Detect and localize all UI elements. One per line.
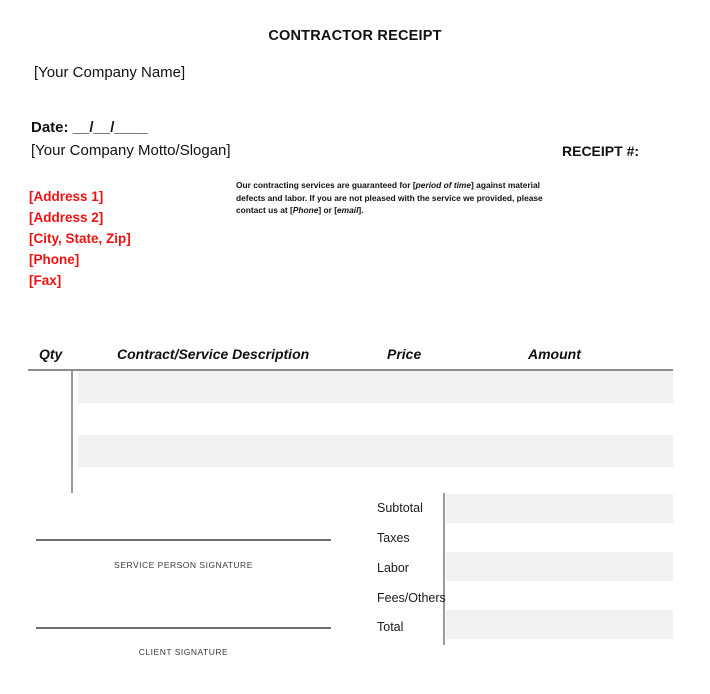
page-title: CONTRACTOR RECEIPT <box>268 28 442 44</box>
totals-label-total: Total <box>377 620 404 634</box>
guarantee-text-part-1: Our contracting services are guaranteed for <box>236 180 413 190</box>
guarantee-period-placeholder: period of time <box>415 180 472 190</box>
column-header-amount: Amount <box>528 346 581 362</box>
totals-value-fees-others[interactable] <box>446 581 673 610</box>
service-person-signature-caption: SERVICE PERSON SIGNATURE <box>114 560 253 570</box>
guarantee-text-part-3: or <box>321 205 335 216</box>
table-row[interactable] <box>78 371 673 403</box>
address-phone[interactable]: [Phone] <box>29 252 80 267</box>
guarantee-text-part-2: against material defects and labor. If you are not pleased with the service we provided, please contact us at <box>236 180 543 216</box>
totals-label-labor: Labor <box>377 561 409 575</box>
receipt-number-label[interactable]: RECEIPT #: <box>562 143 640 159</box>
totals-value-labor[interactable] <box>446 552 673 581</box>
table-row[interactable] <box>78 435 673 467</box>
column-header-qty: Qty <box>39 346 63 362</box>
table-row[interactable] <box>78 403 673 435</box>
totals-label-taxes: Taxes <box>377 531 410 545</box>
totals-label-subtotal: Subtotal <box>377 501 423 515</box>
address-fax[interactable]: [Fax] <box>29 273 62 288</box>
qty-column-divider <box>71 371 73 493</box>
company-name-field[interactable]: [Your Company Name] <box>34 64 186 81</box>
totals-value-subtotal[interactable] <box>446 494 673 523</box>
address-line-1[interactable]: [Address 1] <box>29 189 104 204</box>
column-header-price: Price <box>387 346 422 362</box>
totals-label-fees-others: Fees/Others <box>377 591 446 605</box>
address-line-2[interactable]: [Address 2] <box>29 210 104 225</box>
service-person-signature-line[interactable] <box>36 539 331 541</box>
address-city-state-zip[interactable]: [City, State, Zip] <box>29 231 131 246</box>
totals-value-total[interactable] <box>446 610 673 639</box>
totals-value-taxes[interactable] <box>446 523 673 552</box>
guarantee-email-placeholder: email <box>337 205 359 216</box>
date-field[interactable]: Date: __/__/____ <box>31 119 148 136</box>
totals-column-divider <box>443 493 445 645</box>
guarantee-phone-placeholder: Phone <box>292 205 319 216</box>
column-header-description: Contract/Service Description <box>117 346 310 362</box>
client-signature-caption: CLIENT SIGNATURE <box>138 647 229 657</box>
guarantee-paragraph: Our contracting services are guaranteed for [period of time] against material defects and labor. If you are not pleased with the service we provided, please contact us at [Phone] or [email]. <box>236 180 543 216</box>
guarantee-text-part-4: . <box>361 205 364 216</box>
client-signature-line[interactable] <box>36 627 331 629</box>
company-address-block[interactable] <box>29 186 131 291</box>
company-motto-field[interactable]: [Your Company Motto/Slogan] <box>31 142 231 159</box>
